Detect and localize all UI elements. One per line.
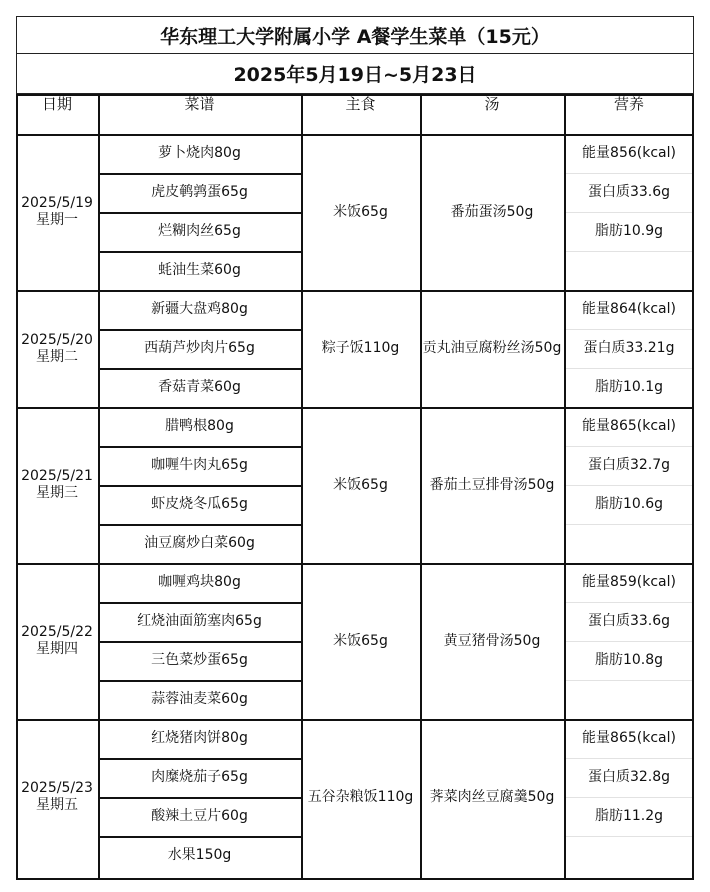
header-staple: 主食 <box>345 95 376 113</box>
nutrition-separator <box>566 251 692 252</box>
row-divider <box>98 212 301 214</box>
nutrition-item: 蛋白质32.8g <box>587 769 671 785</box>
dish-item: 红烧油面筋塞肉65g <box>137 613 262 629</box>
dish-item: 西葫芦炒肉片65g <box>144 340 255 356</box>
soup-cell: 黄豆猪骨汤50g <box>443 632 541 649</box>
date-text: 2025/5/19 <box>21 195 93 211</box>
row-divider <box>98 758 301 760</box>
nutrition-item: 脂肪11.2g <box>594 808 664 824</box>
menu-sheet <box>16 16 694 880</box>
row-divider <box>98 797 301 799</box>
soup-cell: 贡丸油豆腐粉丝汤50g <box>422 340 562 356</box>
date-text: 2025/5/20 <box>21 331 93 348</box>
row-divider <box>98 836 301 838</box>
nutrition-item: 蛋白质33.21g <box>583 340 675 356</box>
staple-cell: 五谷杂粮饭110g <box>307 788 414 805</box>
staple-cell: 米饭65g <box>333 203 388 220</box>
header-date: 日期 <box>41 95 72 113</box>
nutrition-separator <box>566 836 692 837</box>
soup-cell: 番茄蛋汤50g <box>450 203 534 220</box>
weekday-text: 星期二 <box>36 348 78 365</box>
dish-item: 蒜蓉油麦菜60g <box>151 691 248 707</box>
weekday-text: 星期四 <box>36 641 78 657</box>
dish-item: 虎皮鹌鹑蛋65g <box>151 184 248 200</box>
row-divider <box>98 329 301 331</box>
date-text: 2025/5/23 <box>21 780 93 796</box>
soup-cell: 番茄土豆排骨汤50g <box>429 476 555 493</box>
row-divider <box>98 368 301 370</box>
dish-item: 腊鸭根80g <box>165 418 234 434</box>
nutrition-item: 蛋白质33.6g <box>587 613 671 629</box>
header-soup: 汤 <box>484 95 500 113</box>
date-cell <box>16 134 98 290</box>
date-cell <box>16 719 98 875</box>
date-cell <box>16 563 98 719</box>
dish-item: 咖喱牛肉丸65g <box>151 457 248 473</box>
nutrition-item: 能量859(kcal) <box>582 574 676 590</box>
header-nutrition: 营养 <box>613 95 644 113</box>
row-divider <box>98 485 301 487</box>
dish-item: 新疆大盘鸡80g <box>151 301 248 317</box>
weekday-text: 星期三 <box>36 485 78 501</box>
nutrition-item: 蛋白质33.6g <box>587 184 671 200</box>
row-divider <box>16 878 694 880</box>
weekday-text: 星期五 <box>36 797 78 813</box>
nutrition-item: 能量864(kcal) <box>582 301 676 317</box>
row-divider <box>98 641 301 643</box>
nutrition-item: 脂肪10.8g <box>594 652 664 668</box>
date-text: 2025/5/21 <box>21 468 93 484</box>
dish-item: 红烧猪肉饼80g <box>151 730 248 746</box>
dish-item: 烂糊肉丝65g <box>158 223 241 239</box>
dish-item: 肉糜烧茄子65g <box>151 769 248 785</box>
staple-cell: 米饭65g <box>333 476 388 493</box>
nutrition-item: 能量865(kcal) <box>582 730 676 746</box>
dish-item: 蚝油生菜60g <box>158 262 241 278</box>
dish-item: 三色菜炒蛋65g <box>151 652 248 668</box>
menu-table <box>16 94 694 880</box>
dish-item: 虾皮烧冬瓜65g <box>151 496 248 512</box>
row-divider <box>98 680 301 682</box>
row-divider <box>98 602 301 604</box>
nutrition-item: 蛋白质32.7g <box>587 457 671 473</box>
date-text: 2025/5/22 <box>21 624 93 640</box>
nutrition-separator <box>566 680 692 681</box>
dish-item: 酸辣土豆片60g <box>151 808 248 824</box>
date-cell <box>16 407 98 563</box>
menu-title: 华东理工大学附属小学 A餐学生菜单（15元） <box>16 16 694 54</box>
nutrition-item: 能量865(kcal) <box>582 418 676 434</box>
row-divider <box>98 524 301 526</box>
nutrition-item: 能量856(kcal) <box>582 145 676 161</box>
date-cell <box>16 290 98 407</box>
row-divider <box>98 251 301 253</box>
dish-item: 咖喱鸡块80g <box>158 574 241 590</box>
staple-cell: 粽子饭110g <box>321 340 400 356</box>
dish-item: 油豆腐炒白菜60g <box>144 535 255 551</box>
staple-cell: 米饭65g <box>333 632 388 649</box>
dish-item: 香菇青菜60g <box>158 379 241 395</box>
row-divider <box>98 173 301 175</box>
dish-item: 水果150g <box>167 847 232 863</box>
nutrition-separator <box>566 524 692 525</box>
nutrition-item: 脂肪10.9g <box>594 223 664 239</box>
nutrition-item: 脂肪10.6g <box>594 496 664 512</box>
row-divider <box>98 446 301 448</box>
soup-cell: 荠菜肉丝豆腐羹50g <box>429 788 555 805</box>
dish-item: 萝卜烧肉80g <box>158 145 241 161</box>
date-range: 2025年5月19日~5月23日 <box>16 54 694 94</box>
nutrition-item: 脂肪10.1g <box>594 379 664 395</box>
header-dishes: 菜谱 <box>184 95 215 113</box>
weekday-text: 星期一 <box>36 212 78 228</box>
